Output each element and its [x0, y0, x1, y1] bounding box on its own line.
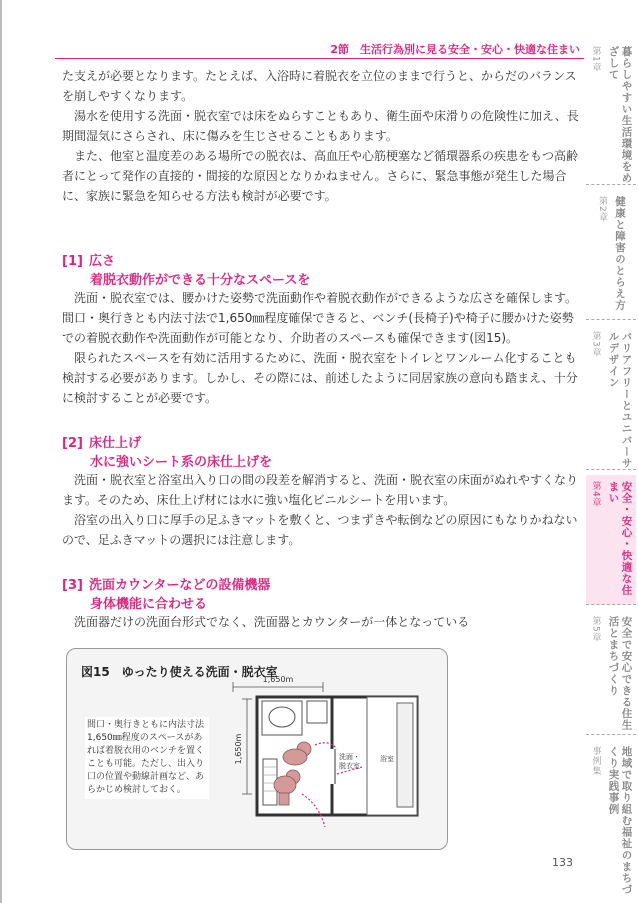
washbasin: [269, 707, 295, 727]
chapter-tab-title: 地域で取り組む福祉のまちづくり実践事例: [607, 746, 633, 896]
chapter-tab-number: 第4章: [590, 481, 601, 508]
bathtub: [397, 703, 413, 807]
section-1-text: [62, 288, 580, 408]
section-heading-1: [62, 250, 115, 269]
section-number: [3]: [62, 578, 83, 593]
header-rule: [55, 58, 584, 59]
chapter-tab-6[interactable]: [586, 740, 636, 900]
section-subtitle-2: 水に強いシート系の床仕上げを: [90, 455, 273, 470]
chapter-tab-number: 第5章: [590, 616, 601, 643]
cabinet: [307, 701, 327, 723]
chapter-tab-4[interactable]: [586, 475, 636, 605]
figure-caption: 間口・奥行きともに内法寸法1,650㎜程度のスペースがあれば着脱衣用のベンチを置くことも可能。ただし、出入り口の位置や動線計画など、あらかじめ検討しておく。: [85, 717, 209, 799]
paragraph: た支えが必要となります。たとえば、入浴時に着脱衣を立位のままで行うと、からだのバランスを崩しやすくなります。: [62, 69, 577, 103]
width-dimension-label: 1,650m: [262, 675, 294, 684]
chapter-tab-title: 暮らしやすい生活環境をめざして: [607, 46, 633, 184]
paragraph: 湯水を使用する洗面・脱衣室では床をぬらすこともあり、衛生面や床滑りの危険性に加え、長期間湿気にさらされ、床に傷みを生じさせることもあります。: [62, 109, 579, 143]
chapter-tab-title: 安全・安心・快適な住まい: [607, 481, 633, 596]
section-title: 広さ: [88, 254, 115, 269]
chapter-tab-title: バリアフリーとユニバーサルデザイン: [607, 331, 633, 469]
chapter-tab-title: 健康と障害のとらえ方: [614, 196, 626, 311]
paragraph: 洗面・脱衣室では、腰かけた姿勢で洗面動作や着脱衣動作ができるような広さを確保します。間口・奥行きとも内法寸法で1,650㎜程度確保できると、ベンチ(長椅子)や椅子に腰かけた姿勢での着脱衣動作や洗面動作が可能となり、介助者のスペースも確保できます(図15)。: [62, 291, 578, 345]
room-label-1: 洗面・: [339, 753, 360, 761]
figure-title: 図15 ゆったり使える洗面・脱衣室: [81, 665, 278, 679]
chapter-tab-number: 第2章: [597, 196, 607, 223]
chapter-tab-number: 第1章: [590, 46, 601, 73]
page-edge: [0, 0, 2, 903]
section-3-text: [62, 612, 580, 632]
intro-text: [62, 66, 580, 206]
paragraph: 洗面器だけの洗面台形式でなく、洗面器とカウンターが一体となっている: [62, 615, 470, 629]
paragraph: また、他室と温度差のある場所での脱衣は、高血圧や心筋梗塞など循環器系の疾患をもつ高齢者にとって発作の直接的・間接的な原因となりかねません。さらに、緊急事態が発生した場合に、家族に緊急を知らせる方法も検討が必要です。: [62, 149, 579, 203]
paragraph: 浴室の出入り口に厚手の足ふきマットを敷くと、つまずきや転倒などの原因にもなりかねないので、足ふきマットの選択には注意します。: [62, 513, 578, 547]
section-subtitle-3: 身体機能に合わせる: [90, 597, 208, 612]
chapter-tab-3[interactable]: [586, 325, 636, 470]
section-heading-2: [62, 432, 141, 451]
height-dimension-label: 1,650m: [234, 733, 243, 765]
chapter-tabs: [586, 40, 638, 903]
page-number: 133: [552, 856, 573, 869]
paragraph: 洗面・脱衣室と浴室出入り口の間の段差を解消すると、洗面・脱衣室の床面がぬれやすくなります。そのため、床仕上げ材には水に強い塩化ビニルシートを用います。: [62, 473, 579, 507]
chapter-tab-number: 第3章: [590, 331, 601, 358]
chapter-tab-number: 事例集: [590, 746, 601, 776]
section-number: [2]: [62, 436, 83, 451]
chapter-tab-5[interactable]: [586, 610, 636, 735]
figure-15: [66, 648, 448, 850]
section-heading-3: [62, 574, 270, 593]
section-number: [1]: [62, 254, 83, 269]
chapter-tab-title: 安全で安心できる住生活とまちづくり: [607, 616, 633, 731]
section-title: 床仕上げ: [88, 436, 141, 451]
chapter-tab-1[interactable]: [586, 40, 636, 185]
section-title: 洗面カウンターなどの設備機器: [88, 578, 271, 593]
section-2-text: [62, 470, 580, 550]
section-subtitle-1: 着脱衣動作ができる十分なスペースを: [90, 273, 311, 288]
room-label-2: 脱衣室: [339, 762, 360, 770]
running-head: 2節 生活行為別に見る安全・安心・快適な住まい: [330, 43, 580, 56]
paragraph: 限られたスペースを有効に活用するために、洗面・脱衣室をトイレとワンルーム化することも検討する必要があります。しかし、その際には、前述したように同居家族の意向も踏まえ、十分に検討することが必要です。: [62, 351, 578, 405]
bath-label: 浴室: [380, 755, 394, 763]
chapter-tab-2[interactable]: [586, 190, 636, 320]
